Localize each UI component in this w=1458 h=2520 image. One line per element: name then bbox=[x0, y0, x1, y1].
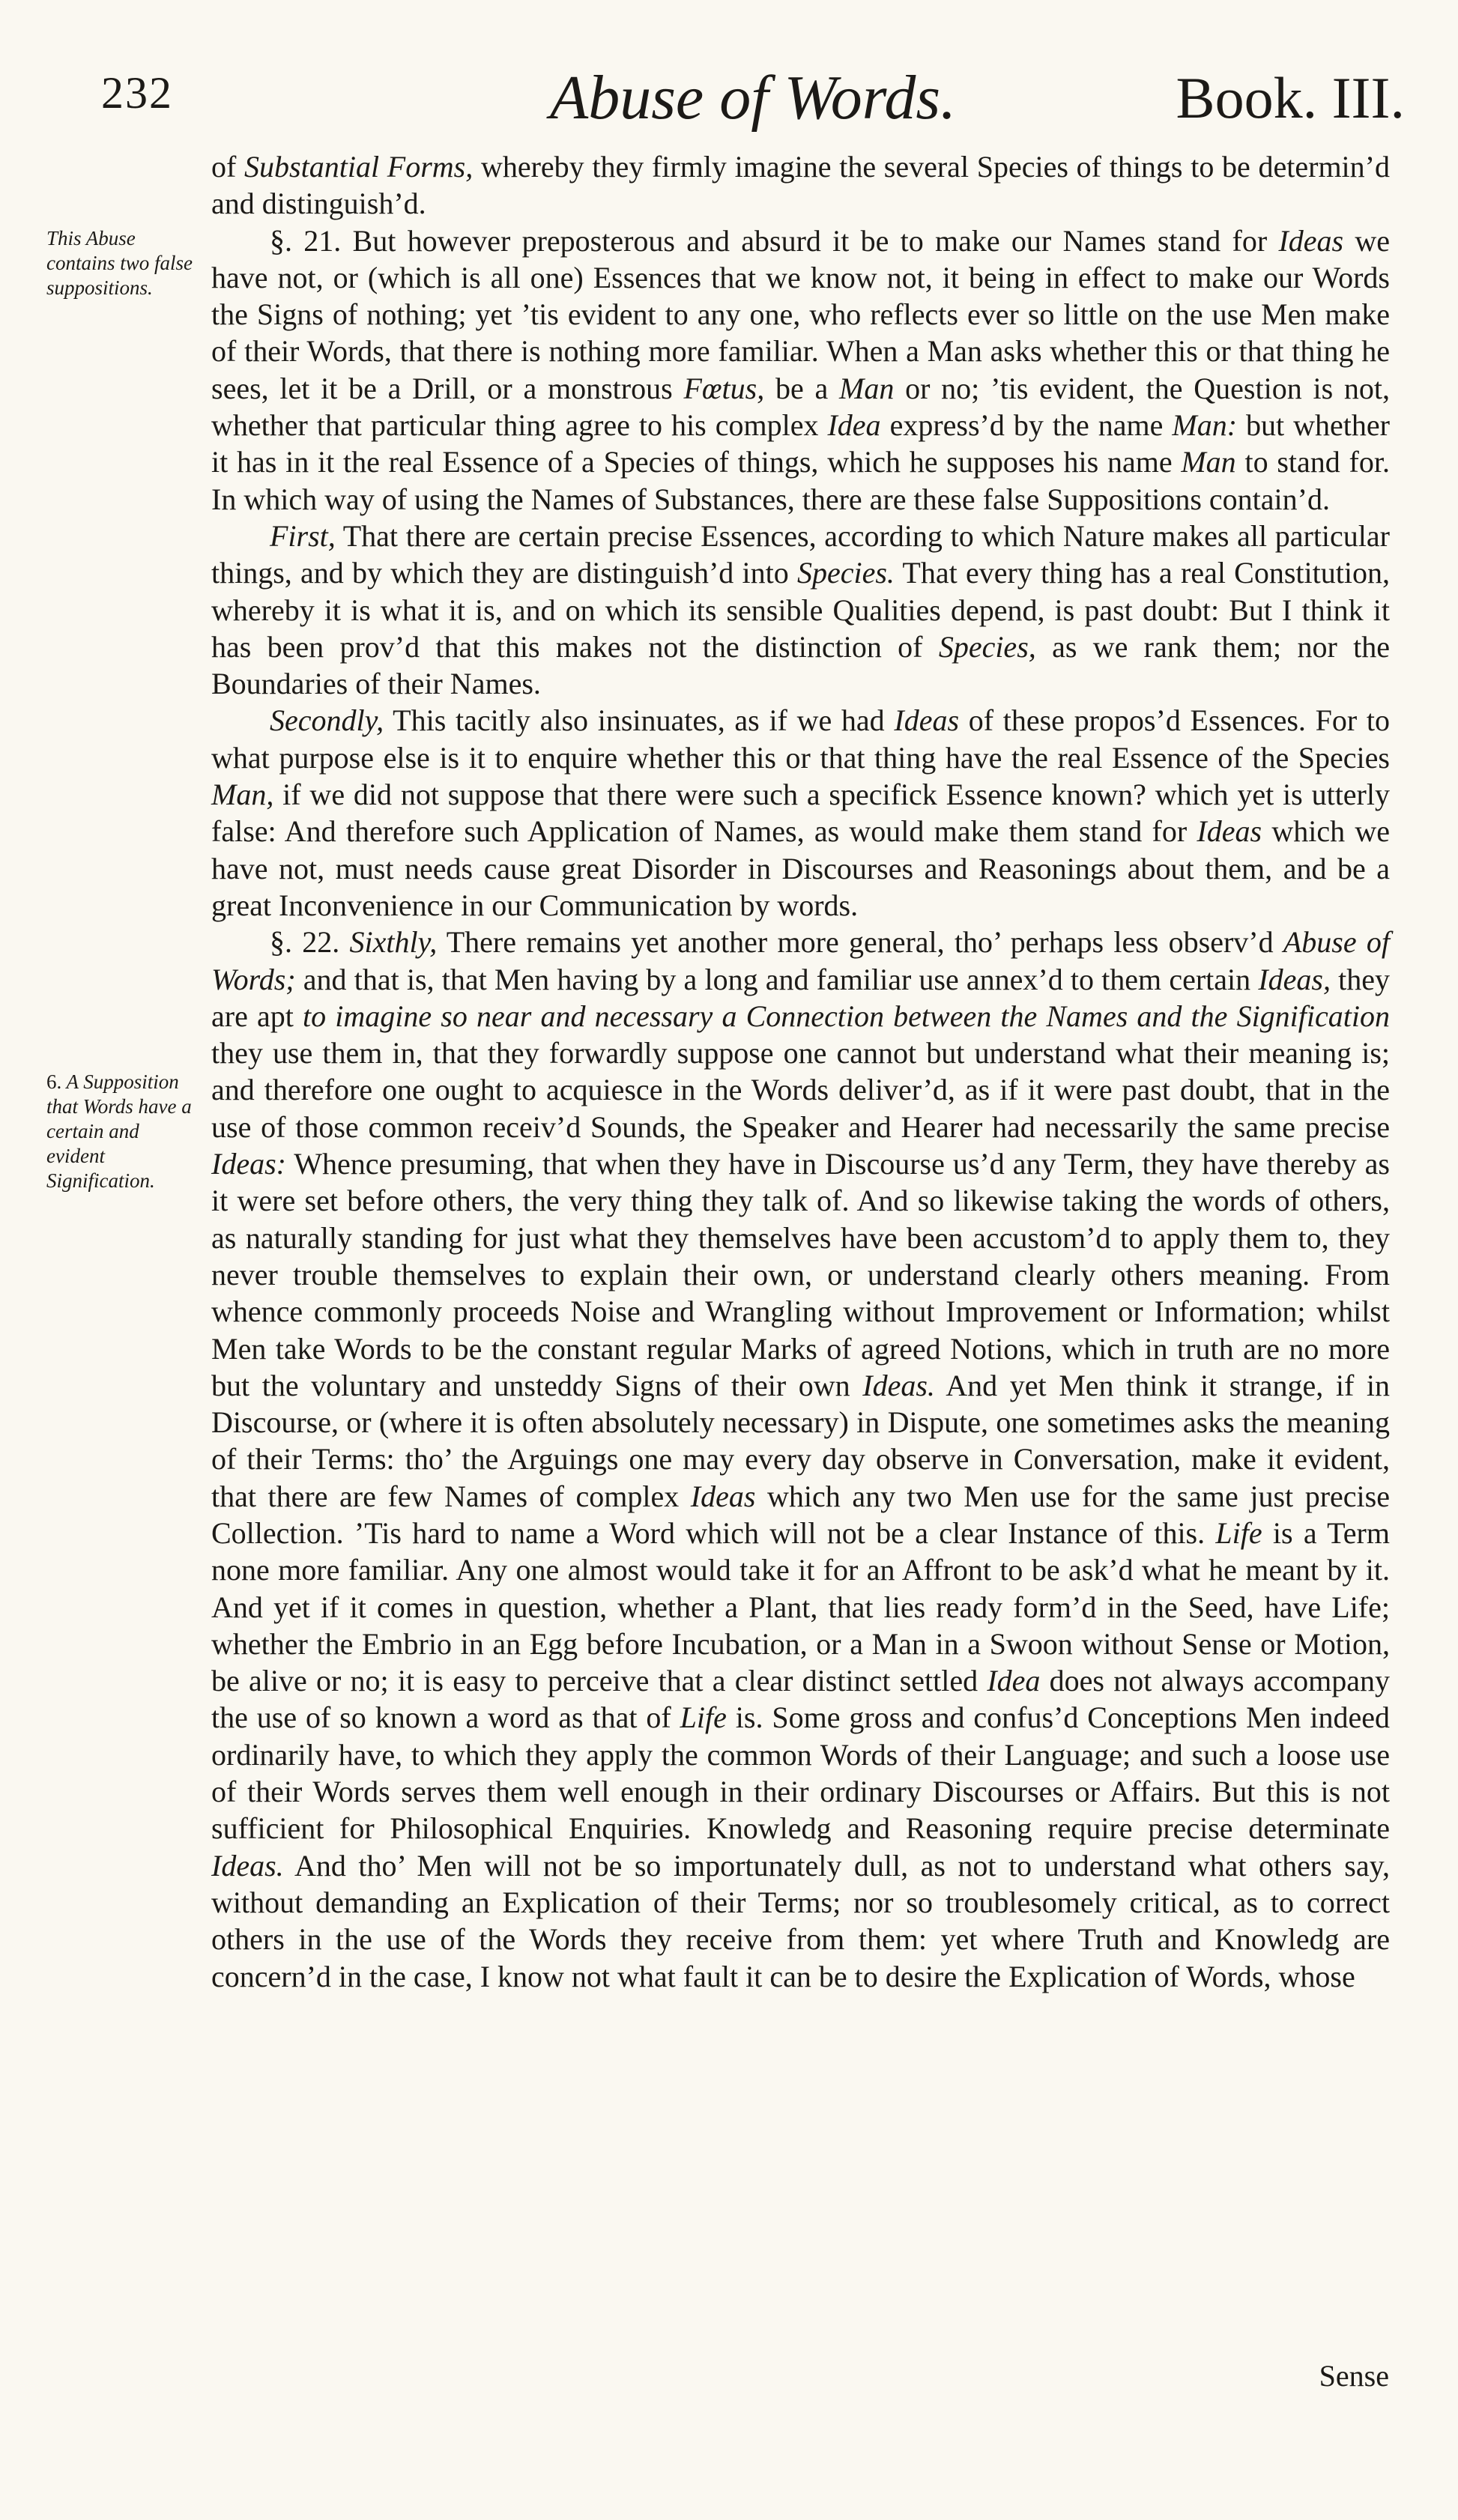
margin-note-text: A Supposition that Words have a certain and evident Signification. bbox=[46, 1070, 192, 1192]
margin-note-supposition bbox=[46, 1070, 196, 1193]
paragraph-section-22: §. 22. Sixthly, There remains yet another more general, tho’ perhaps less observ’d Abuse of Words; and that is, that Men having by a long and familiar use annex’d to them certain Ideas, they are apt to imagine so near and necessary a Connection between the Names and the Signification they use them in, that they forwardly suppose one cannot but understand what their meaning is; and therefore one ought to acquiesce in the Words deliver’d, as if it were past doubt, that in the use of those common receiv’d Sounds, the Speaker and Hearer had necessarily the same precise Ideas: Whence presuming, that when they have in Discourse us’d any Term, they have thereby as it were set before others, the very thing they talk of. And so likewise taking the words of others, as naturally standing for just what they themselves have been accustom’d to apply them to, they never trouble themselves to explain their own, or understand clearly others meaning. From whence commonly proceeds Noise and Wrangling without Improvement or Information; whilst Men take Words to be the constant regular Marks of agreed Notions, which in truth are no more but the voluntary and unsteddy Signs of their own Ideas. And yet Men think it strange, if in Discourse, or (where it is often absolutely necessary) in Dispute, one sometimes asks the meaning of their Terms: tho’ the Arguings one may every day observe in Conversation, make it evident, that there are few Names of complex Ideas which any two Men use for the same just precise Collection. ’Tis hard to name a Word which will not be a clear Instance of this. Life is a Term none more familiar. Any one almost would take it for an Affront to be ask’d what he meant by it. And yet if it comes in question, whether a Plant, that lies ready form’d in the Seed, have Life; whether the Embrio in an Egg before Incubation, or a Man in a Swoon without Sense or Motion, be alive or no; it is easy to perceive that a clear distinct settled Idea does not always accompany the use of so known a word as that of Life is. Some gross and confus’d Conceptions Men indeed ordinarily have, to which they apply the common Words of their Language; and such a loose use of their Words serves them well enough in their ordinary Discourses or Affairs. But this is not sufficient for Philosophical Enquiries. Knowledg and Reasoning require precise determinate Ideas. And tho’ Men will not be so importunately dull, as not to understand what others say, without demanding an Explication of their Terms; nor so troublesomely critical, as to correct others in the use of the Words they receive from them: yet where Truth and Knowledg are concern’d in the case, I know not what fault it can be to desire the Explication of Words, whose bbox=[211, 925, 1391, 1993]
margin-note-text: This Abuse contains two false suppositions. bbox=[46, 227, 193, 299]
paragraph-continued: of Substantial Forms, whereby they firmly imagine the several Species of things to be determin’d and distinguish’d. bbox=[211, 150, 1390, 221]
paragraph-first: First, That there are certain precise Essences, according to which Nature makes all particular things, and by which they are distinguish’d into Species. That every thing has a real Constitution, whereby it is what it is, and on which its sensible Qualities depend, is past doubt: But I think it has been prov’d that this makes not the distinction of Species, as we rank them; nor the Boundaries of their Names. bbox=[211, 518, 1390, 701]
running-title: Abuse of Words. bbox=[549, 63, 957, 133]
catchword: Sense bbox=[1319, 2359, 1389, 2393]
margin-note-false-suppositions bbox=[46, 226, 196, 300]
page-number: 232 bbox=[101, 68, 173, 118]
paragraph-section-21: §. 21. But however preposterous and absurd it be to make our Names stand for Ideas we have not, or (which is all one) Essences that we know not, it being in effect to make our Words the Signs of nothing; yet ’tis evident to any one, who reflects ever so little on the use Men make of their Words, that there is nothing more familiar. When a Man asks whether this or that thing he sees, let it be a Drill, or a monstrous Fœtus, be a Man or no; ’tis evident, the Question is not, whether that particular thing agree to his complex Idea express’d by the name Man: but whether it has in it the real Essence of a Species of things, which he supposes his name Man to stand for. In which way of using the Names of Substances, there are these false Suppositions contain’d. bbox=[211, 223, 1390, 516]
paragraph-secondly: Secondly, This tacitly also insinuates, as if we had Ideas of these propos’d Essences. For to what purpose else is it to enquire whether this or that thing have the real Essence of the Species Man, if we did not suppose that there were such a specifick Essence known? which yet is utterly false: And therefore such Application of Names, as would make them stand for Ideas which we have not, must needs cause great Disorder in Discourses and Reasonings about them, and be a great Inconvenience in our Communication by words. bbox=[211, 703, 1390, 922]
book-number: Book. III. bbox=[1176, 65, 1405, 130]
running-head bbox=[101, 61, 1405, 144]
body-text bbox=[211, 148, 1390, 1995]
margin-note-number: 6. bbox=[46, 1070, 62, 1093]
